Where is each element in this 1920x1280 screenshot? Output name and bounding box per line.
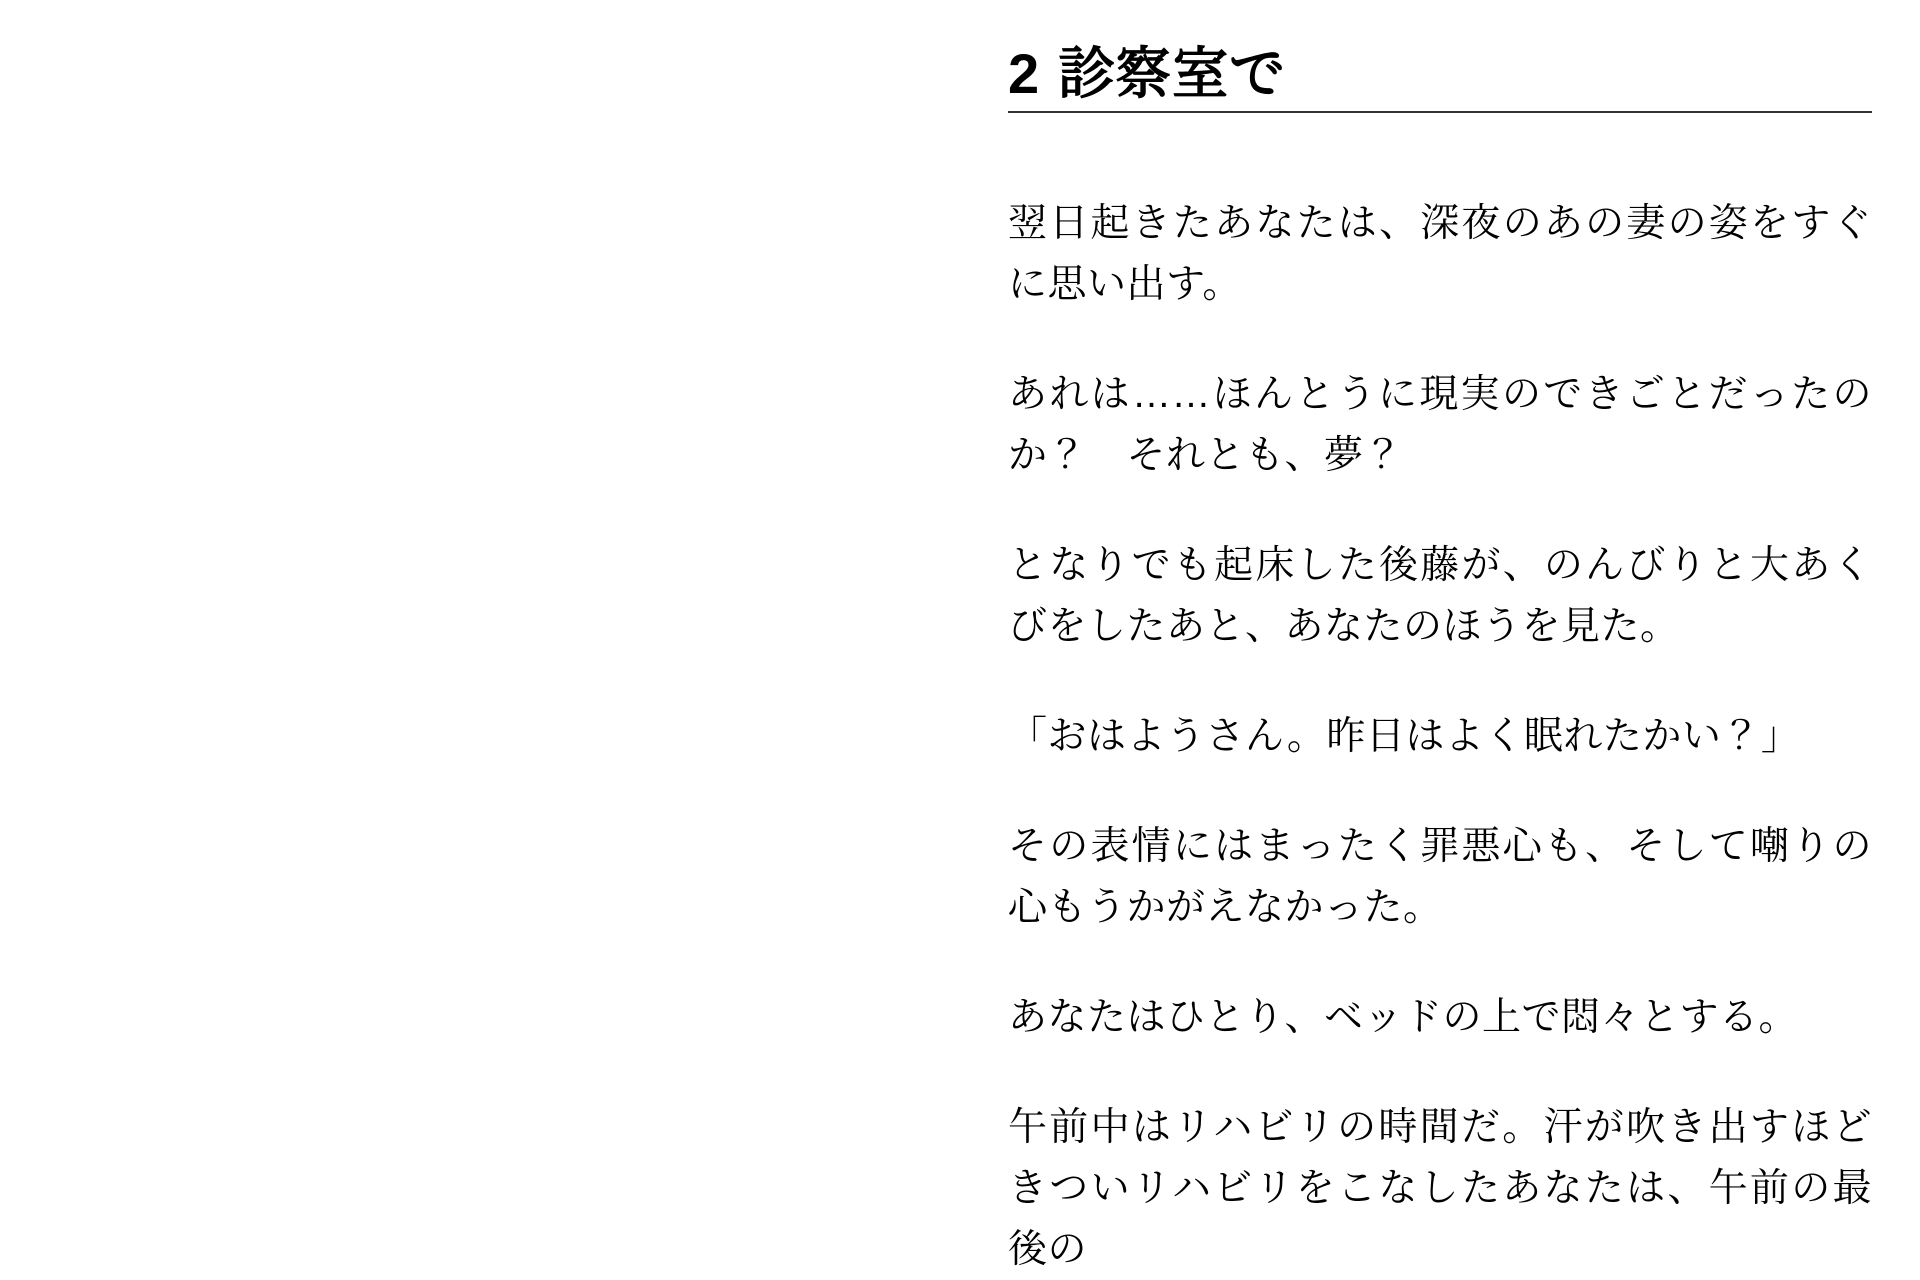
paragraph: となりでも起床した後藤が、のんびりと大あくびをしたあと、あなたのほうを見た。 <box>1008 544 1872 649</box>
paragraph: 「おはようさん。昨日はよく眠れたかい？」 <box>1008 715 1801 759</box>
paragraph: 午前中はリハビリの時間だ。汗が吹き出すほどきついリハビリをこなしたあなたは、午前の最後の <box>1008 1106 1872 1272</box>
chapter-number: 2 <box>1008 42 1041 105</box>
chapter-title: 診察室で <box>1058 42 1287 105</box>
paragraph: 翌日起きたあなたは、深夜のあの妻の姿をすぐに思い出す。 <box>1008 202 1872 307</box>
paragraph: あれは……ほんとうに現実のできごとだったのか？ それとも、夢？ <box>1008 373 1872 478</box>
paragraph: その表情にはまったく罪悪心も、そして嘲りの心もうかがえなかった。 <box>1008 825 1872 930</box>
paragraph: あなたはひとり、ベッドの上で悶々とする。 <box>1008 996 1799 1040</box>
book-page <box>1008 0 1872 1280</box>
chapter-body <box>1008 193 1872 1280</box>
chapter-heading <box>1008 0 1872 113</box>
